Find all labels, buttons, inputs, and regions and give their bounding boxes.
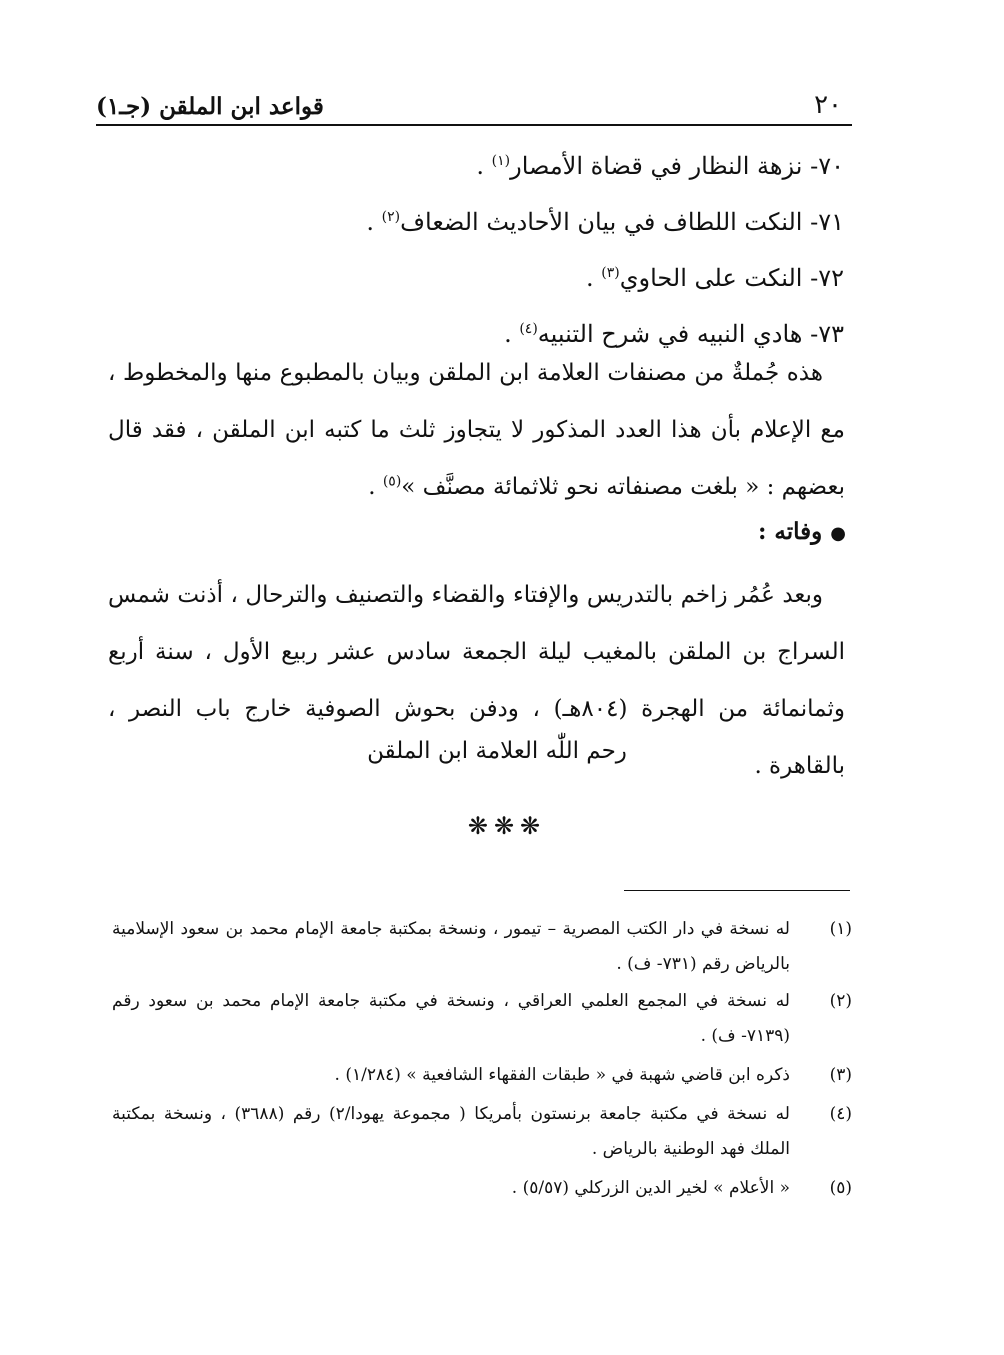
footnote-text: له نسخة في دار الكتب المصرية – تيمور ، ونسخة بمكتبة جامعة الإمام محمد بن سعود الإسلامية بالرياض رقم (٧٣١- ف) . bbox=[112, 919, 790, 974]
footnote bbox=[112, 1097, 852, 1167]
running-title: قواعد ابن الملقن (جـ١) bbox=[96, 93, 324, 120]
footnote-ref: (٢) bbox=[381, 209, 401, 225]
footnote bbox=[112, 984, 852, 1054]
footnote-ref: (٣) bbox=[601, 265, 620, 281]
item-title: نزهة النظار في قضاة الأمصار bbox=[510, 152, 803, 180]
footnote-number: (١) bbox=[829, 919, 852, 939]
item-number: ٧٢- bbox=[810, 264, 844, 292]
footnote bbox=[112, 1058, 852, 1093]
footnote-number: (٤) bbox=[829, 1104, 852, 1124]
footnote-ref: (٥) bbox=[382, 473, 402, 490]
item-number: ٧١- bbox=[810, 208, 844, 236]
footnote bbox=[112, 1171, 852, 1206]
bullet-icon: ● bbox=[830, 523, 846, 544]
item-number: ٧٠- bbox=[810, 152, 844, 180]
item-end: . bbox=[504, 320, 520, 348]
section-heading bbox=[758, 507, 846, 559]
item-title: النكت اللطاف في بيان الأحاديث الضعاف bbox=[400, 208, 803, 236]
footnote-number: (٣) bbox=[829, 1065, 852, 1085]
footnote-ref: (٤) bbox=[519, 321, 538, 337]
item-title: هادي النبيه في شرح التنبيه bbox=[537, 320, 803, 348]
list-item bbox=[144, 194, 844, 250]
paragraph-works-summary bbox=[108, 345, 845, 516]
item-end: . bbox=[586, 264, 602, 292]
footnote-number: (٢) bbox=[829, 991, 852, 1011]
paragraph-text: هذه جُملةٌ من مصنفات العلامة ابن الملقن وبيان بالمطبوع منها والمخطوط ، مع الإعلام بأن هذا العدد المذكور لا يتجاوز ثلث ما كتبه ابن الملقن ، فقد قال بعضهم : « بلغت مصنفاته نحو ثلاثمائة مصنَّف » bbox=[108, 360, 845, 500]
item-end: . bbox=[366, 208, 382, 236]
paragraph-end: . bbox=[368, 474, 383, 500]
footnote-text: له نسخة في المجمع العلمي العراقي ، ونسخة في مكتبة جامعة الإمام محمد بن سعود رقم (٧١٣٩- ف) . bbox=[112, 991, 790, 1046]
footnote-text: ذكره ابن قاضي شهبة في « طبقات الفقهاء الشافعية » (١/٢٨٤) . bbox=[334, 1065, 790, 1085]
item-number: ٧٣- bbox=[810, 320, 844, 348]
footnote-ref: (١) bbox=[491, 153, 511, 169]
footnotes bbox=[112, 912, 852, 1210]
book-list bbox=[144, 138, 844, 362]
footnote bbox=[112, 912, 852, 982]
list-item bbox=[144, 138, 844, 194]
running-header bbox=[96, 74, 848, 120]
section-title: وفاته : bbox=[757, 518, 823, 545]
prayer-line: رحم اللّٰه العلامة ابن الملقن bbox=[367, 738, 627, 764]
header-rule bbox=[96, 124, 852, 126]
item-end: . bbox=[476, 152, 492, 180]
list-item bbox=[144, 250, 844, 306]
item-title: النكت على الحاوي bbox=[619, 264, 803, 292]
footnote-text: له نسخة في مكتبة جامعة برنستون بأمريكا ( مجموعة يهودا/٢) رقم (٣٦٨٨) ، ونسخة بمكتبة الملك فهد الوطنية بالرياض . bbox=[112, 1104, 790, 1159]
footnote-number: (٥) bbox=[829, 1178, 852, 1198]
ornament-stars-icon: ❋❋❋ bbox=[467, 812, 547, 840]
page-number: ٢٠ bbox=[814, 90, 842, 120]
footnote-text: « الأعلام » لخير الدين الزركلي (٥/٥٧) . bbox=[511, 1178, 790, 1198]
footnote-separator bbox=[624, 890, 850, 891]
paragraph-death: وبعد عُمُر زاخم بالتدريس والإفتاء والقضاء والتصنيف والترحال ، أذنت شمس السراج بن الملقن بالمغيب ليلة الجمعة سادس عشر ربيع الأول ، سنة أربع وثمانمائة من الهجرة (٨٠٤هـ) ، ودفن بحوش الصوفية خارج باب النصر ، بالقاهرة . bbox=[108, 582, 845, 779]
